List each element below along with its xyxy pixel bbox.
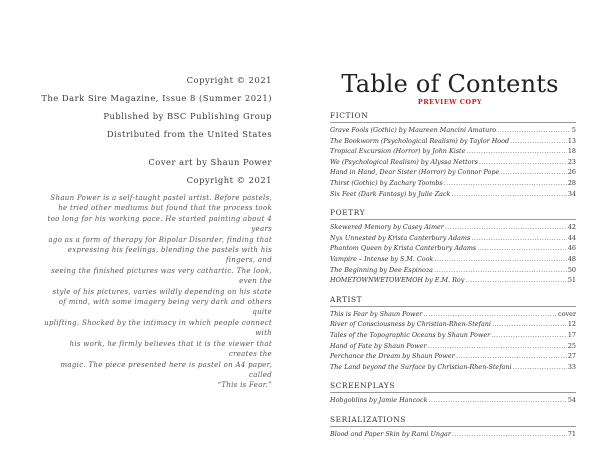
dot-leader — [445, 222, 567, 233]
entry-title: Skewered Memory by Casey Aimer — [330, 223, 444, 232]
page-number: 18 — [567, 147, 576, 156]
bio-line: too long for his working pace. He started painting about 4 years — [47, 214, 272, 234]
artist-bio — [44, 193, 272, 391]
toc-entry[interactable] — [330, 222, 576, 233]
page-number: 42 — [567, 223, 576, 232]
bio-line: his work, he firmly believes that it is the viewer that creates the — [69, 339, 272, 359]
page-number: 13 — [567, 136, 576, 145]
toc-entry[interactable] — [330, 395, 576, 406]
toc-section — [330, 294, 576, 373]
page-number: 51 — [567, 276, 576, 285]
bio-line: uplifting. Shocked by the intimacy in which people connect with — [44, 318, 272, 338]
dot-leader — [477, 243, 567, 254]
bio-line: magic. The piece presented here is pastel on A4 paper, called — [60, 360, 272, 379]
dot-leader — [492, 319, 567, 330]
distribution-line: Distributed from the United States — [106, 129, 272, 139]
dot-leader — [444, 178, 567, 189]
dot-leader — [452, 429, 567, 440]
entry-title: Blood and Paper Skin by Rami Ungar — [330, 429, 451, 438]
page-number: 33 — [567, 362, 576, 371]
dot-leader — [466, 146, 566, 157]
toc-entry[interactable] — [330, 125, 576, 136]
page-number: 27 — [567, 352, 576, 361]
dot-leader — [479, 157, 567, 168]
dot-leader — [500, 167, 567, 178]
entry-title: HOMETOWNWETOWEMOH by E.M. Roy — [330, 276, 465, 285]
page-number: 46 — [567, 244, 576, 253]
entry-title: Six Feet (Dark Fantasy) by Julie Zack — [330, 189, 451, 198]
page-number: 28 — [567, 178, 576, 187]
entry-title: The Beginning by Dee Espinoza — [330, 265, 433, 274]
toc-section — [330, 414, 576, 440]
entry-title: River of Consciousness by Christian-Rhen-Stefani — [330, 320, 491, 329]
bio-line: of mind, with some imagery being very dark and others quite — [58, 298, 272, 317]
entry-title: Tropical Excursion (Horror) by John Kiste — [330, 147, 466, 156]
dot-leader — [513, 362, 567, 373]
dot-leader — [434, 265, 567, 276]
entry-title: Hand in Hand, Dear Sister (Horror) by Connor Pope — [330, 168, 500, 177]
dot-leader — [497, 125, 571, 136]
toc-entry[interactable] — [330, 330, 576, 341]
cover-copyright-line: Copyright © 2021 — [186, 175, 272, 185]
entry-title: This is Fear by Shaun Power — [330, 309, 423, 318]
toc-entry[interactable] — [330, 167, 576, 178]
bio-line: style of his pictures, varies wildly depending on his state — [52, 287, 272, 296]
dot-leader — [451, 189, 566, 200]
bio-line: Shaun Power is a self-taught pastel artist. Before pastels, — [50, 194, 272, 202]
section-heading: SCREENPLAYS — [330, 380, 576, 393]
preview-copy-label: PREVIEW COPY — [417, 98, 483, 106]
entry-title: Perchance the Dream by Shaun Power — [330, 352, 455, 361]
toc-section — [330, 110, 576, 199]
section-heading: POETRY — [330, 207, 576, 220]
entry-title: Grave Fools (Gothic) by Maureen Mancini Amaturo — [330, 126, 497, 134]
bio-line: seeing the finished pictures was very cathartic. The look, even the — [51, 266, 272, 286]
page-number: 50 — [567, 265, 576, 274]
toc-entry[interactable] — [330, 319, 576, 330]
issue-line: The Dark Sire Magazine, Issue 8 (Summer 2021) — [41, 93, 272, 103]
page-number: 44 — [567, 233, 576, 242]
toc-entry[interactable] — [330, 233, 576, 244]
toc-entry[interactable] — [330, 146, 576, 157]
dot-leader — [465, 275, 567, 286]
toc-entry[interactable] — [330, 136, 576, 147]
toc-list — [330, 108, 576, 447]
page-number: 23 — [567, 157, 576, 166]
entry-title: The Bookworm (Psychological Realism) by Taylor Hood — [330, 136, 510, 145]
toc-entry[interactable] — [330, 429, 576, 440]
copyright-line: Copyright © 2021 — [186, 75, 272, 85]
toc-entry[interactable] — [330, 178, 576, 189]
page-number: 25 — [567, 341, 576, 350]
toc-entry[interactable] — [330, 265, 576, 276]
entry-title: The Land beyond the Surface by Christian-Rhen-Stefani — [330, 362, 512, 371]
dot-leader — [456, 351, 567, 362]
entry-title: Nyx Unnested by Krista Canterbury Adams — [330, 233, 471, 242]
toc-section — [330, 207, 576, 286]
toc-entry[interactable] — [330, 309, 576, 320]
toc-section — [330, 380, 576, 406]
entry-title: Phantom Queen by Krista Canterbury Adams — [330, 244, 477, 253]
page-number: 48 — [567, 254, 576, 263]
bio-line: ago as a form of therapy for Bipolar Disorder, finding that — [48, 235, 272, 244]
page-number: 17 — [567, 330, 576, 339]
page-number: 26 — [567, 168, 576, 177]
page-number: 54 — [567, 396, 576, 405]
section-heading: ARTIST — [330, 294, 576, 307]
entry-title: Tales of the Topographic Oceans by Shaun Power — [330, 330, 491, 339]
dot-leader — [510, 136, 567, 147]
bio-line: expressing his feelings, blending the pastels with his fingers, and — [67, 246, 272, 265]
page-number: 71 — [567, 429, 576, 438]
toc-entry[interactable] — [330, 362, 576, 373]
entry-title: Hobgoblins by Jamie Hancock — [330, 396, 428, 405]
toc-title: Table of Contents — [341, 70, 559, 98]
toc-entry[interactable] — [330, 243, 576, 254]
dot-leader — [491, 330, 567, 341]
section-heading: SERIALIZATIONS — [330, 414, 576, 427]
dot-leader — [423, 309, 557, 320]
dot-leader — [434, 254, 567, 265]
page-number: 12 — [567, 320, 576, 329]
entry-title: Hand of Fate by Shaun Power — [330, 341, 427, 350]
right-page — [300, 0, 600, 463]
dot-leader — [428, 341, 567, 352]
dot-leader — [428, 395, 566, 406]
toc-entry[interactable] — [330, 157, 576, 168]
toc-entry[interactable] — [330, 189, 576, 200]
toc-entry[interactable] — [330, 351, 576, 362]
entry-title: We (Psychological Realism) by Alyssa Nettors — [330, 157, 478, 166]
page-number: cover — [558, 309, 576, 318]
cover-art-credit: Cover art by Shaun Power — [148, 157, 272, 167]
toc-entry[interactable] — [330, 275, 576, 286]
section-heading: FICTION — [330, 110, 576, 123]
entry-title: Thirst (Gothic) by Zachary Toombs — [330, 178, 443, 187]
bio-line: he tried other mediums but found that the process took — [58, 204, 272, 213]
publisher-line: Published by BSC Publishing Group — [103, 111, 272, 121]
entry-title: Vampire – Intense by S.M. Cook — [330, 254, 434, 263]
page-number: 5 — [571, 126, 576, 134]
toc-entry[interactable] — [330, 341, 576, 352]
dot-leader — [471, 233, 567, 244]
bio-line: “This is Fear.” — [217, 381, 272, 390]
page-number: 34 — [567, 189, 576, 198]
toc-entry[interactable] — [330, 254, 576, 265]
